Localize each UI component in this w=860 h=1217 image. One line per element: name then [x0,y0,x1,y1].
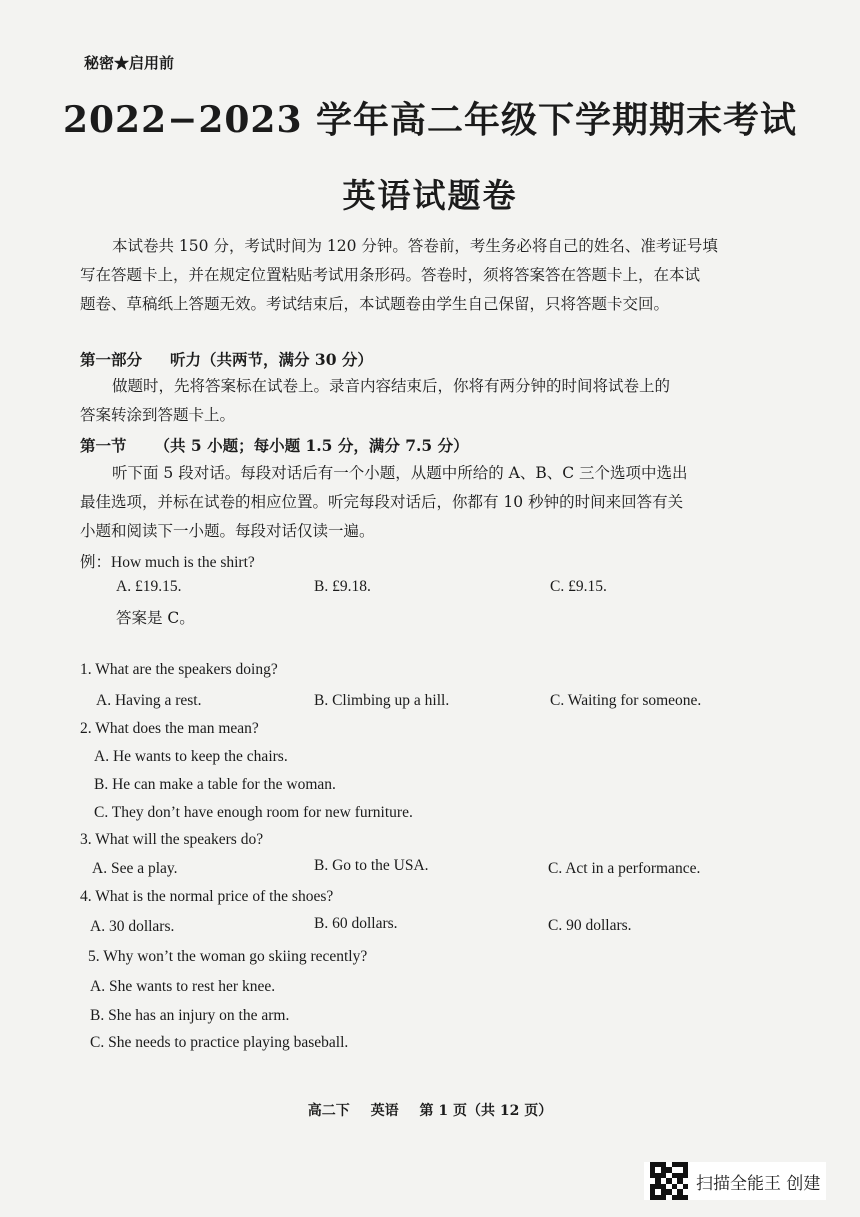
section1-instructions [80,459,760,546]
q5-option-a: A. She wants to rest her knee. [90,978,276,995]
instruction-line: 题卷、草稿纸上答题无效。考试结束后，本试题卷由学生自己保留，只将答题卡交回。 [80,295,670,313]
q2-option-a: A. He wants to keep the chairs. [94,748,288,765]
example-option-c: C. £9.15. [550,578,607,595]
question-5: 5. Why won’t the woman go skiing recently? [88,948,368,965]
part1-label: 第一部分 [80,350,143,369]
question-1: 1. What are the speakers doing? [80,661,278,678]
question-3: 3. What will the speakers do? [80,831,264,848]
example-question: 例：How much is the shirt? [80,554,255,571]
exam-subtitle: 英语试题卷 [342,176,518,215]
q4-option-c: C. 90 dollars. [548,917,632,934]
part1-heading [80,348,373,370]
instruction-line: 本试卷共 150 分，考试时间为 120 分钟。答卷前，考生务必将自己的姓名、准考证号填 [112,237,718,255]
footer-page: 第 1 页（共 12 页） [419,1103,553,1119]
example-option-a: A. £19.15. [116,578,182,595]
instruction-line: 答案转涂到答题卡上。 [80,406,236,424]
example-option-b: B. £9.18. [314,578,371,595]
exam-title: 2022−2023 学年高二年级下学期期末考试 [62,99,798,141]
instruction-line: 写在答题卡上，并在规定位置粘贴考试用条形码。答卷时，须将答案答在答题卡上，在本试 [80,266,701,284]
footer-subject: 英语 [370,1103,399,1119]
instruction-line: 做题时，先将答案标在试卷上。录音内容结束后，你将有两分钟的时间将试卷上的 [112,377,671,395]
instruction-line: 小题和阅读下一小题。每段对话仅读一遍。 [80,522,375,540]
qr-code-icon [650,1162,688,1200]
q3-option-b: B. Go to the USA. [314,857,429,874]
q5-option-c: C. She needs to practice playing baseball. [90,1034,349,1051]
question-4: 4. What is the normal price of the shoes? [80,888,334,905]
q4-option-b: B. 60 dollars. [314,915,398,932]
q3-option-a: A. See a play. [92,860,178,877]
example-answer: 答案是 C。 [116,609,195,627]
page-footer [0,1100,860,1120]
question-2: 2. What does the man mean? [80,720,259,737]
part1-instructions [80,372,760,430]
section1-title: （共 5 小题；每小题 1.5 分，满分 7.5 分） [154,436,469,455]
section1-heading [80,434,469,456]
exam-instructions [80,232,760,319]
q1-option-b: B. Climbing up a hill. [314,692,450,709]
q1-option-a: A. Having a rest. [96,692,202,709]
watermark-text: 扫描全能王 创建 [696,1173,821,1194]
instruction-line: 最佳选项，并标在试卷的相应位置。听完每段对话后，你都有 10 秒钟的时间来回答有关 [80,493,684,511]
scanner-watermark [644,1162,826,1200]
q2-option-b: B. He can make a table for the woman. [94,776,336,793]
confidential-label: 秘密★启用前 [84,54,175,72]
q1-option-c: C. Waiting for someone. [550,692,702,709]
q3-option-c: C. Act in a performance. [548,860,701,877]
q2-option-c: C. They don’t have enough room for new furniture. [94,804,413,821]
part1-title: 听力（共两节，满分 30 分） [170,350,373,369]
q5-option-b: B. She has an injury on the arm. [90,1007,290,1024]
section1-label: 第一节 [80,436,127,455]
q4-option-a: A. 30 dollars. [90,918,175,935]
instruction-line: 听下面 5 段对话。每段对话后有一个小题，从题中所给的 A、B、C 三个选项中选出 [112,464,688,482]
footer-grade: 高二下 [307,1103,350,1119]
